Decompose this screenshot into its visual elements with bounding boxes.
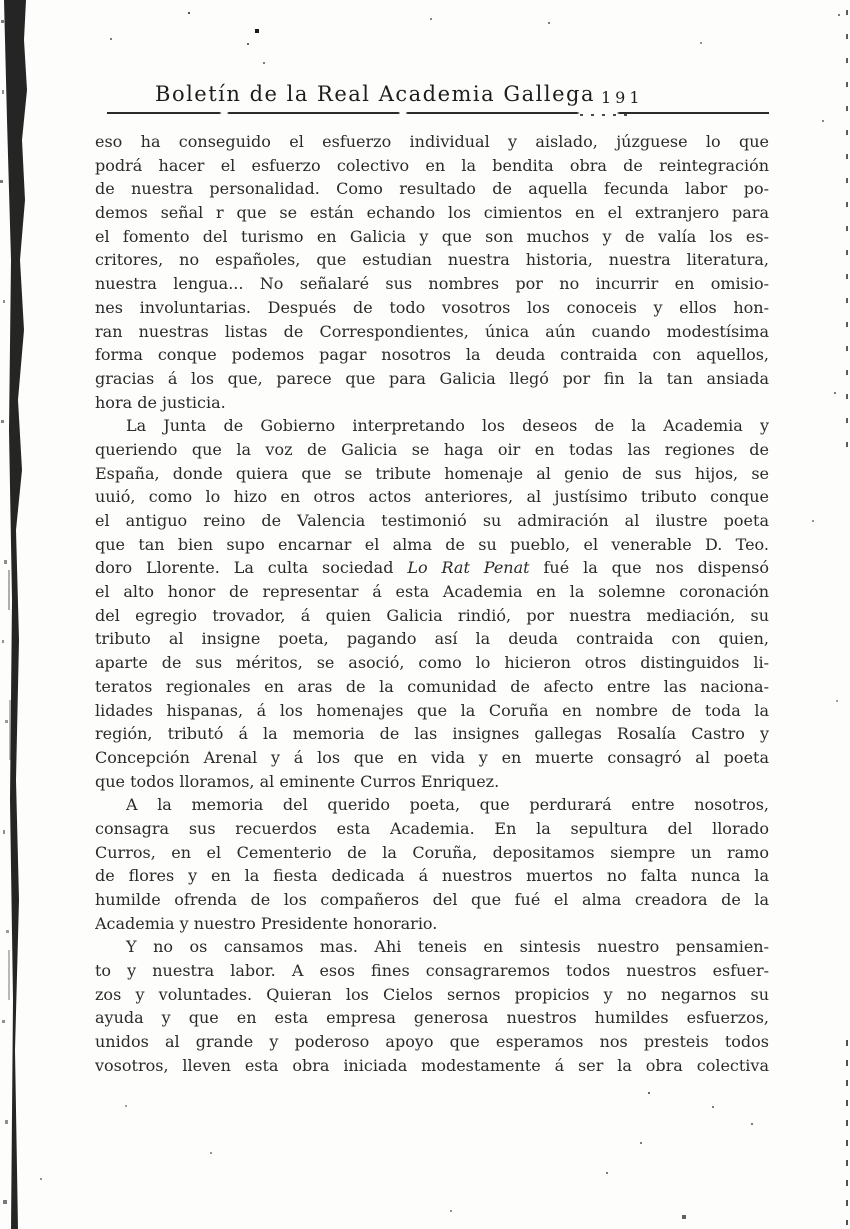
text-line: de flores y en la fiesta dedicada á nuestros muertos no falta nunca la [95,866,769,886]
text-line: España, donde quiera que se tribute homenaje al genio de sus hijos, se [95,463,769,483]
text-line: el alto honor de representar á esta Academia en la solemne coronación [95,582,769,602]
running-header-title: Boletín de la Real Academia Gallega [155,82,595,106]
text-line: que tan bien supo encarnar el alma de su pueblo, el venerable D. Teo. [95,534,769,554]
scan-edge-dots-bottom [846,1040,848,1225]
text-line: del egregio trovador, á quien Galicia rindió, por nuestra mediación, su [95,605,769,625]
page-number: 191 [601,88,644,107]
text-line: nes involuntarias. Después de todo vosotros los conoceis y ellos hon- [95,297,769,317]
text-line: teratos regionales en aras de la comunidad de afecto entre las naciona- [95,676,769,696]
scan-edge-artifact [0,0,30,1229]
text-line: que todos lloramos, al eminente Curros Enriquez. [95,771,500,791]
paragraph [95,414,769,793]
text-line: critores, no españoles, que estudian nuestra historia, nuestra literatura, [95,250,769,270]
text-line: nuestra lengua... No señalaré sus nombres por no incurrir en omisio- [95,274,769,294]
text-line: queriendo que la voz de Galicia se haga oir en todas las regiones de [95,439,769,459]
text-line: doro Llorente. La culta sociedad Lo Rat Penat fué la que nos dispensó [95,558,769,578]
scan-noise-speckles [0,0,2,2]
text-line: unidos al grande y poderoso apoyo que esperamos nos presteis todos [95,1032,769,1052]
text-line: forma conque podemos pagar nosotros la deuda contraida con aquellos, [95,345,769,365]
text-line: to y nuestra labor. A esos fines consagraremos todos nuestros esfuer- [95,961,769,981]
text-line: el fomento del turismo en Galicia y que son muchos y de valía los es- [95,226,769,246]
text-line: consagra sus recuerdos esta Academia. En la sepultura del llorado [95,818,769,838]
text-line: La Junta de Gobierno interpretando los deseos de la Academia y [126,416,769,436]
text-line: región, tributó á la memoria de las insignes gallegas Rosalía Castro y [95,724,769,744]
header-rule-dots [580,114,628,116]
paragraph [95,793,769,935]
text-line: hora de justicia. [95,392,226,412]
text-line: ayuda y que en esta empresa generosa nuestros humildes esfuerzos, [95,1008,769,1028]
text-line: lidades hispanas, á los homenajes que la Coruña en nombre de toda la [95,700,769,720]
paragraph [95,130,769,414]
text-line: aparte de sus méritos, se asoció, como lo hicieron otros distinguidos li- [95,653,769,673]
text-line: vosotros, lleven esta obra iniciada modestamente á ser la obra colectiva [95,1055,769,1075]
text-line: Concepción Arenal y á los que en vida y en muerte consagró al poeta [95,747,769,767]
scan-edge-dots-top [846,10,848,460]
text-line: A la memoria del querido poeta, que perdurará entre nosotros, [126,795,769,815]
text-line: el antiguo reino de Valencia testimonió su admiración al ilustre poeta [95,511,769,530]
text-line: podrá hacer el esfuerzo colectivo en la bendita obra de reintegración [95,155,769,175]
text-line: Y no os cansamos mas. Ahi teneis en sintesis nuestro pensamien- [126,937,769,957]
text-line: ran nuestras listas de Correspondientes, única aún cuando modestísima [95,321,769,341]
text-line: eso ha conseguido el esfuerzo individual y aislado, júzguese lo que [95,132,769,151]
text-body [95,130,769,1078]
paragraph [95,935,769,1077]
text-line: Academia y nuestro Presidente honorario. [95,913,438,933]
text-line: gracias á los que, parece que para Galicia llegó por fin la tan ansiada [95,368,769,388]
text-line: Curros, en el Cementerio de la Coruña, depositamos siempre un ramo [95,842,769,862]
text-line: uuió, como lo hizo en otros actos anteriores, al justísimo tributo conque [95,487,769,507]
text-line: tributo al insigne poeta, pagando así la deuda contraida con quien, [95,629,769,649]
text-line: humilde ofrenda de los compañeros del que fué el alma creadora de la [95,890,769,909]
text-line: demos señal r que se están echando los cimientos en el extranjero para [95,203,769,223]
header-rule [107,112,769,114]
text-line: zos y voluntades. Quieran los Cielos sernos propicios y no negarnos su [95,984,769,1004]
text-line: de nuestra personalidad. Como resultado de aquella fecunda labor po- [95,179,769,199]
